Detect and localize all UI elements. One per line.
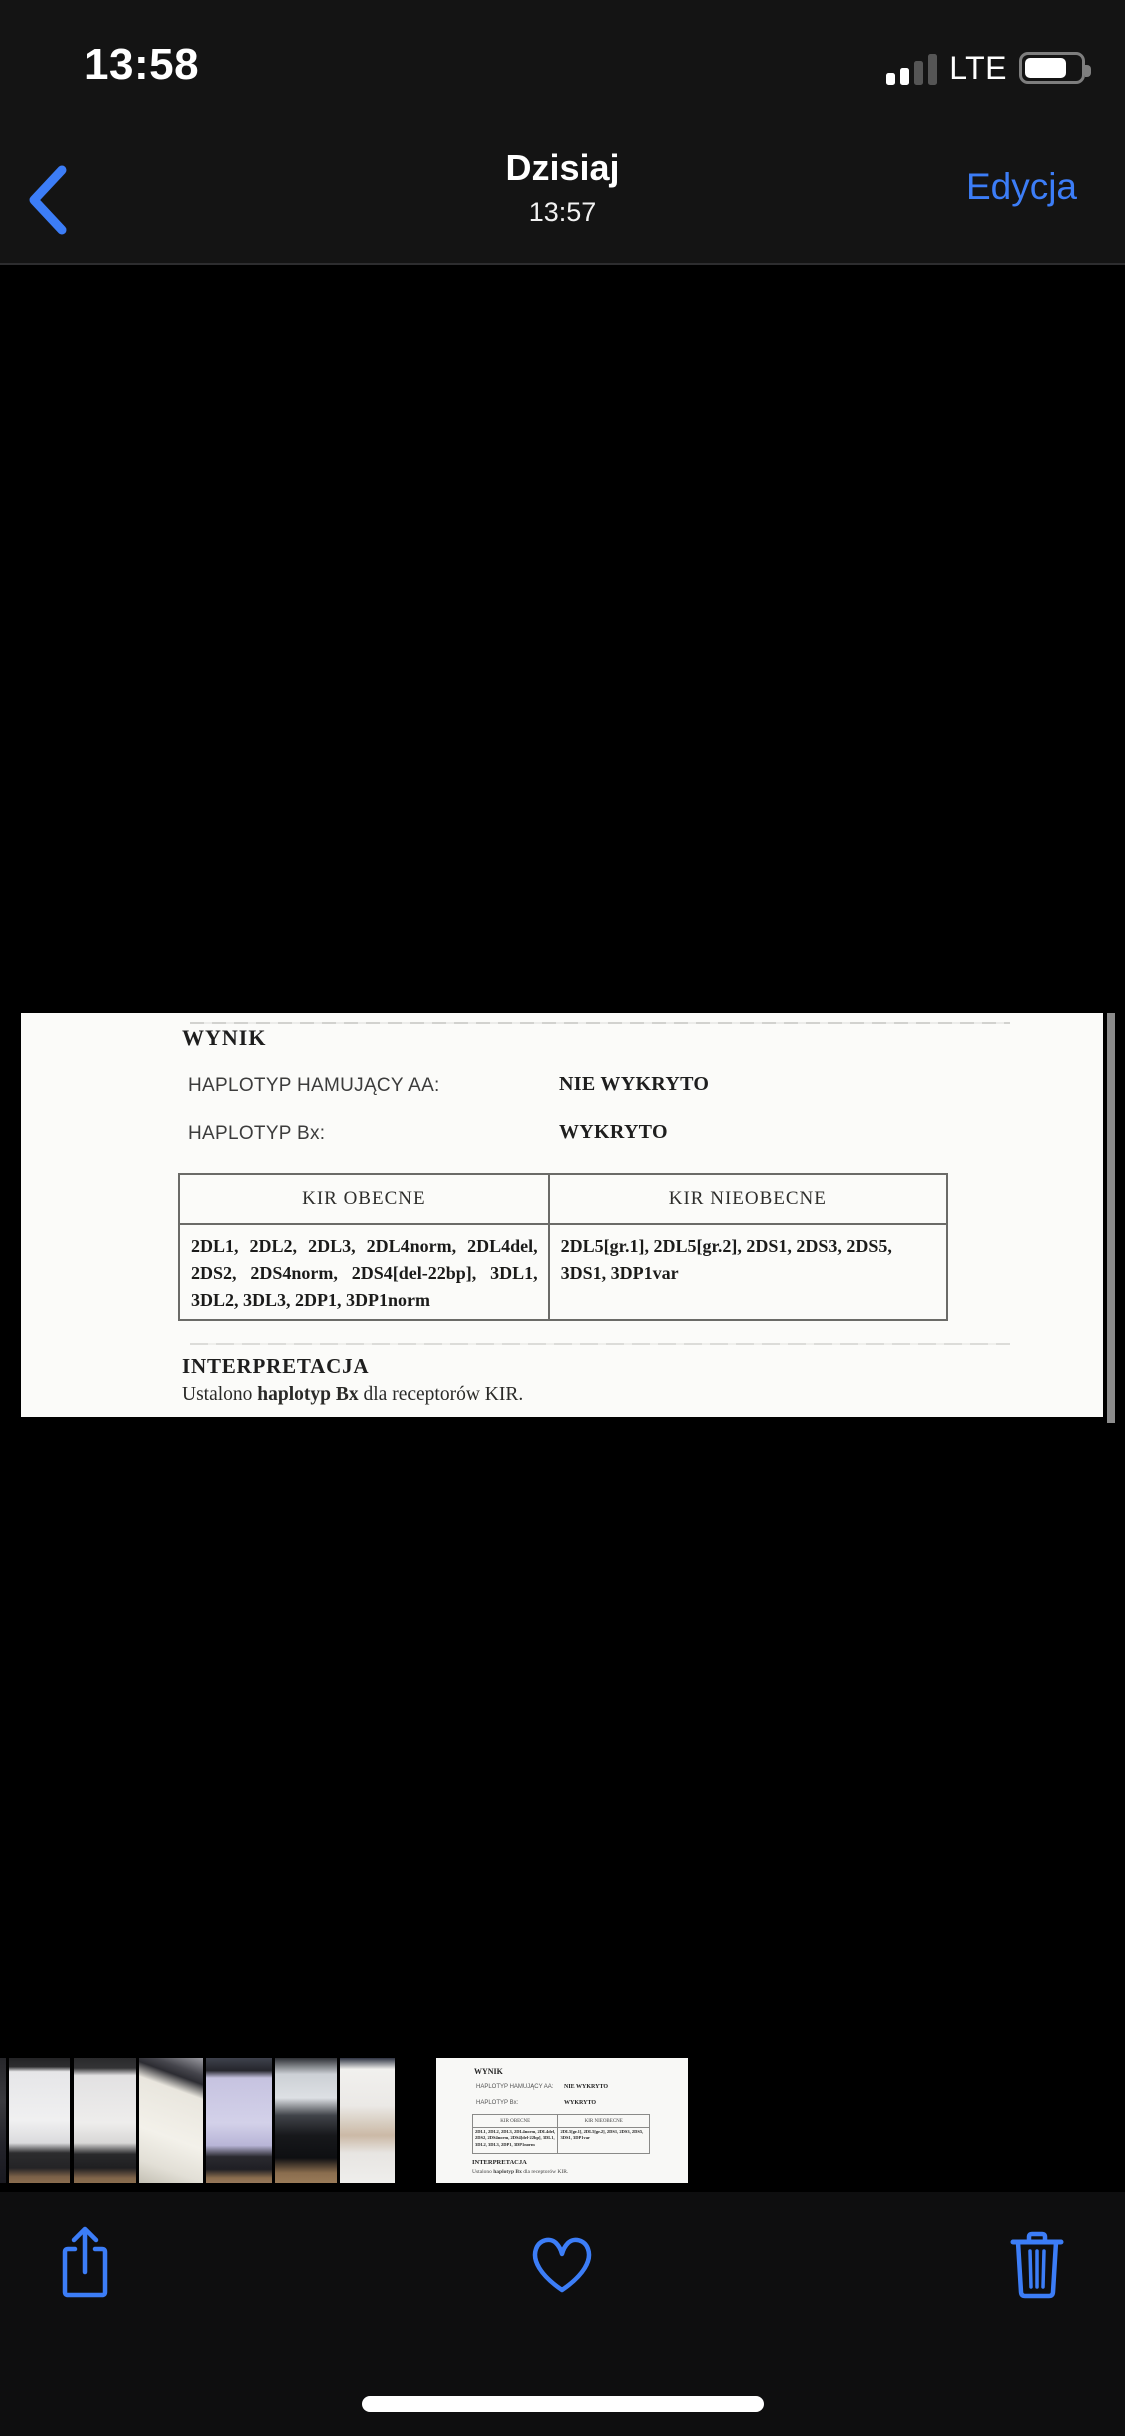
favorite-button[interactable] xyxy=(524,2226,600,2301)
kir-table-body-row xyxy=(180,1225,946,1319)
kir-table-header-row xyxy=(180,1175,946,1225)
share-button[interactable] xyxy=(56,2222,114,2305)
page-title: Dzisiaj xyxy=(505,147,620,188)
cellular-signal-icon xyxy=(886,51,937,85)
haplotype-aa-label: HAPLOTYP HAMUJĄCY AA: xyxy=(188,1075,440,1096)
home-indicator[interactable] xyxy=(362,2396,764,2412)
top-bar xyxy=(0,0,1125,265)
battery-fill xyxy=(1025,58,1066,78)
nav-titles xyxy=(0,130,1125,230)
haplotype-bx-value: WYKRYTO xyxy=(559,1121,668,1143)
trash-icon xyxy=(1004,2228,1070,2302)
interpretation-heading: INTERPRETACJA xyxy=(182,1354,370,1378)
filmstrip-selected-thumbnail[interactable]: WYNIK HAPLOTYP HAMUJĄCY AA: NIE WYKRYTO HAPLOTYP Bx: WYKRYTO KIR OBECNE KIR NIEOBECNE 2DL1, 2DL2, 2DL3, 2DL4norm, 2DL4del, 2DS2, 2DS4norm, 2DS4[del-22bp], 3DL1, 3DL2, 3DL3, 2DP1, 3DP1norm 2DL5[gr.1], 2DL5[gr.2], 2DS1, 2DS3, 2DS5, 3DS1, 3DP1var INTERPRETACJA Ustalono haplotyp Bx dla receptorów KIR. xyxy=(436,2058,688,2183)
battery-icon xyxy=(1019,52,1085,84)
photo-edge-strip xyxy=(1107,1013,1115,1423)
filmstrip-thumbnail[interactable] xyxy=(74,2058,136,2183)
delete-button[interactable] xyxy=(1004,2228,1070,2305)
filmstrip-thumbnail[interactable] xyxy=(340,2058,395,2183)
kir-absent-header: KIR NIEOBECNE xyxy=(548,1175,946,1223)
status-icons xyxy=(886,50,1085,86)
interpretation-text: Ustalono haplotyp Bx dla receptorów KIR. xyxy=(182,1384,524,1405)
heart-icon xyxy=(524,2226,600,2298)
kir-present-header: KIR OBECNE xyxy=(302,1188,426,1209)
document-result-heading: WYNIK xyxy=(182,1025,267,1050)
filmstrip xyxy=(0,2058,1125,2183)
page-subtitle: 13:57 xyxy=(528,197,597,227)
filmstrip-thumbnail[interactable] xyxy=(0,2058,6,2183)
haplotype-bx-label: HAPLOTYP Bx: xyxy=(188,1123,326,1144)
document-faint-rule xyxy=(190,1022,1010,1024)
kir-table xyxy=(178,1173,948,1321)
edit-button[interactable]: Edycja xyxy=(965,166,1077,207)
network-type-label: LTE xyxy=(949,49,1007,86)
filmstrip-thumbnail[interactable] xyxy=(206,2058,272,2183)
kir-present-cell: 2DL1, 2DL2, 2DL3, 2DL4norm, 2DL4del, 2DS2, 2DS4norm, 2DS4[del-22bp], 3DL1, 3DL2, 3DL3, 2DP1, 3DP1norm xyxy=(191,1236,538,1310)
kir-absent-cell: 2DL5[gr.1], 2DL5[gr.2], 2DS1, 2DS3, 2DS5, 3DS1, 3DP1var xyxy=(548,1225,946,1319)
navigation-bar xyxy=(0,130,1125,260)
haplotype-aa-value: NIE WYKRYTO xyxy=(559,1073,710,1095)
document-faint-rule xyxy=(190,1343,1010,1345)
status-time: 13:58 xyxy=(84,40,200,89)
photo-document[interactable] xyxy=(21,1013,1103,1417)
filmstrip-thumbnail[interactable] xyxy=(9,2058,70,2183)
filmstrip-thumbnail[interactable] xyxy=(275,2058,337,2183)
filmstrip-thumbnail[interactable] xyxy=(139,2058,203,2183)
share-icon xyxy=(56,2222,114,2302)
